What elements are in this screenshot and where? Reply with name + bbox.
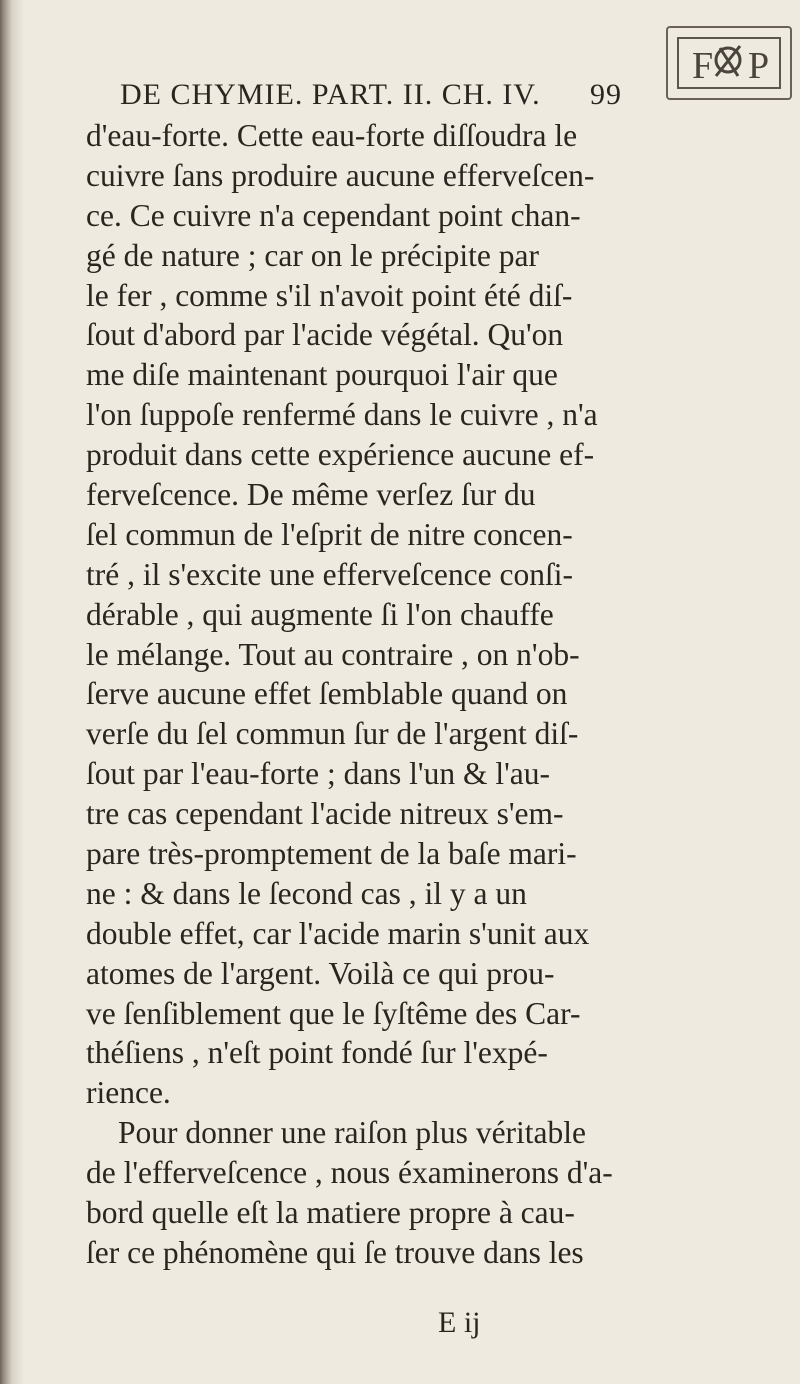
text-line: le fer , comme s'il n'avoit point été diſ- (86, 277, 573, 313)
text-line: ſer ce phénomène qui ſe trouve dans les (86, 1234, 584, 1270)
page-number: 99 (590, 78, 622, 111)
library-stamp-icon (676, 36, 782, 90)
text-line: gé de nature ; car on le précipite par (86, 237, 540, 273)
text-line: ve ſenſiblement que le ſyſtême des Car- (86, 995, 581, 1031)
text-line: double effet, car l'acide marin s'unit aux (86, 915, 590, 951)
text-line: cuivre ſans produire aucune efferveſcen- (86, 157, 595, 193)
text-line: ſel commun de l'eſprit de nitre concen- (86, 516, 573, 552)
text-line: rience. (86, 1075, 171, 1111)
text-line: produit dans cette expérience aucune ef- (86, 437, 595, 473)
text-line: me diſe maintenant pourquoi l'air que (86, 357, 558, 393)
svg-text:P: P (748, 45, 770, 87)
text-line: pare très-promptement de la baſe mari- (86, 836, 577, 872)
body-text (86, 116, 686, 1273)
text-line: ne : & dans le ſecond cas , il y a un (86, 875, 527, 911)
running-head (120, 78, 640, 112)
text-line: ce. Ce cuivre n'a cependant point chan- (86, 197, 581, 233)
text-line: bord quelle eſt la matiere propre à cau- (86, 1195, 575, 1231)
text-line: tre cas cependant l'acide nitreux s'em- (86, 796, 564, 832)
signature-mark: E ij (438, 1306, 481, 1339)
paragraph-start-line: Pour donner une raiſon plus véritable (118, 1115, 587, 1151)
library-stamp (666, 26, 792, 100)
text-line: l'on ſuppoſe renfermé dans le cuivre , n'a (86, 397, 598, 433)
text-line: ſout par l'eau-forte ; dans l'un & l'au- (86, 756, 551, 792)
text-line: ſerve aucune effet ſemblable quand on (86, 676, 568, 712)
text-line: le mélange. Tout au contraire , on n'ob- (86, 636, 580, 672)
text-line: ferveſcence. De même verſez ſur du (86, 477, 536, 513)
text-line: dérable , qui augmente ſi l'on chauffe (86, 596, 554, 632)
running-head-title: DE CHYMIE. PART. II. CH. IV. (120, 78, 541, 111)
text-line: atomes de l'argent. Voilà ce qui prou- (86, 955, 555, 991)
binding-gutter (0, 0, 24, 1384)
text-line: de l'efferveſcence , nous éxaminerons d'a- (86, 1155, 613, 1191)
text-line: verſe du ſel commun ſur de l'argent diſ- (86, 716, 579, 752)
text-line: tré , il s'excite une efferveſcence conſi- (86, 556, 573, 592)
text-line: d'eau-forte. Cette eau-forte diſſoudra le (86, 118, 578, 153)
text-line: théſiens , n'eſt point fondé ſur l'expé- (86, 1035, 548, 1071)
svg-text:F: F (692, 45, 714, 87)
text-line: ſout d'abord par l'acide végétal. Qu'on (86, 317, 564, 353)
